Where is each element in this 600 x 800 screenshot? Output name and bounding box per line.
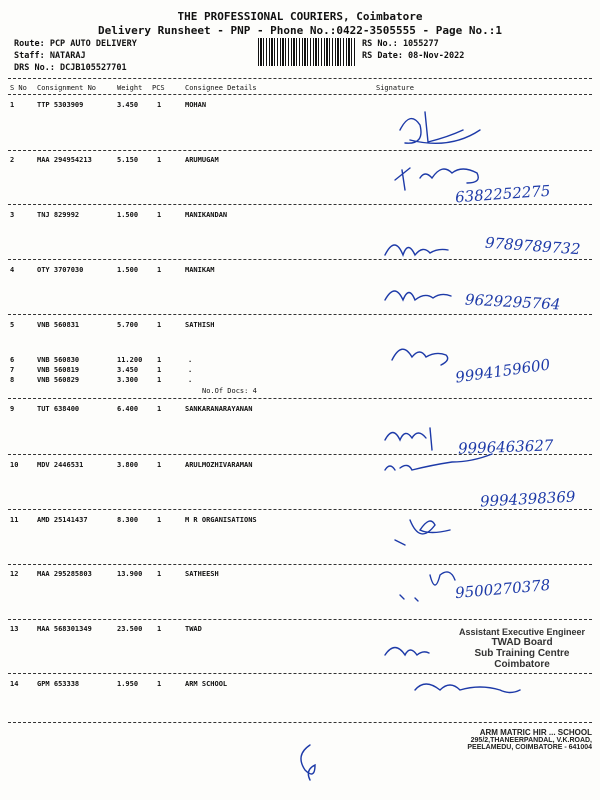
rs-date: RS Date: 08-Nov-2022 [362,51,465,61]
handwritten-phone: 9629295764 [464,290,561,314]
signature-13 [385,648,429,656]
sno: 8 [10,376,15,384]
consignee: MANIKANDAN [185,211,228,219]
sno: 14 [10,680,19,688]
weight: 5.700 [117,321,139,329]
consignment-no: MAA 295285803 [37,570,92,578]
consignee: SATHEESH [185,570,219,578]
consignee: TWAD [185,625,202,633]
consignee: . [188,376,193,384]
pcs: 1 [157,156,162,164]
col-consignment: Consignment No [37,84,97,92]
col-pcs: PCS [152,84,165,92]
company-title: THE PROFESSIONAL COURIERS, Coimbatore [177,10,423,23]
col-signature: Signature [376,84,414,92]
pcs: 1 [157,405,162,413]
pcs: 1 [157,570,162,578]
handwritten-phone: 9994159600 [454,355,552,387]
drs-label: DRS No.: DCJB105527701 [14,63,127,73]
pcs: 1 [157,101,162,109]
handwritten-phone: 9996463627 [457,436,554,458]
pcs: 1 [157,366,162,374]
pcs: 1 [157,680,162,688]
sno: 9 [10,405,15,413]
weight: 3.800 [117,461,139,469]
no-of-docs: No.Of Docs: 4 [202,387,257,395]
school-stamp [430,728,592,751]
weight: 13.900 [117,570,143,578]
consignment-no: VNB 560819 [37,366,80,374]
consignment-no: MAA 568301349 [37,625,92,633]
consignee: ARULMOZHIVARAMAN [185,461,253,469]
consignment-no: GPM 653338 [37,680,80,688]
handwritten-phone: 6382252275 [454,181,551,207]
handwritten-phone: 9789789732 [484,233,581,259]
stamp-line: PEELAMEDU, COIMBATORE - 641004 [467,744,592,751]
consignment-no: OTY 3707030 [37,266,84,274]
weight: 3.450 [117,366,139,374]
pcs: 1 [157,625,162,633]
consignment-no: TUT 638400 [37,405,80,413]
consignee: SATHISH [185,321,215,329]
pcs: 1 [157,356,162,364]
handwritten-phone: 9994398369 [479,487,576,511]
signature-11 [395,520,450,545]
weight: 8.300 [117,516,139,524]
stamp-line: 295/2,THANEERPANDAL, V.K.ROAD, [470,737,592,744]
stamp-line: Sub Training Centre [474,648,570,659]
weight: 1.950 [117,680,139,688]
signature-12 [400,572,455,601]
consignee: ARUMUGAM [185,156,219,164]
pcs: 1 [157,461,162,469]
stamp-line: Assistant Executive Engineer [458,627,586,637]
weight: 3.450 [117,101,139,109]
consignee: . [188,366,193,374]
runsheet-title: Delivery Runsheet - PNP - Phone No.:0422-3505555 - Page No.:1 [98,24,502,37]
sno: 1 [10,101,15,109]
consignee: . [188,356,193,364]
consignee: M R ORGANISATIONS [185,516,257,524]
stamp-line: ARM MATRIC HIR ... SCHOOL [479,728,592,737]
stamp-line: Coimbatore [494,659,550,670]
signature-9 [385,428,432,450]
sno: 12 [10,570,19,578]
weight: 11.200 [117,356,143,364]
sno: 3 [10,211,15,219]
consignment-no: TNJ 829992 [37,211,80,219]
weight: 5.150 [117,156,139,164]
signature-bottom [301,745,315,780]
signature-5 [392,349,448,365]
consignment-no: MDV 2446531 [37,461,84,469]
col-weight: Weight [117,84,143,92]
pcs: 1 [157,266,162,274]
pcs: 1 [157,516,162,524]
consignee: MANIKAM [185,266,215,274]
consignment-no: VNB 560831 [37,321,80,329]
col-sno: S No [10,84,27,92]
pcs: 1 [157,211,162,219]
consignee: ARM SCHOOL [185,680,228,688]
sno: 13 [10,625,19,633]
consignee: MOHAN [185,101,207,109]
rs-number: RS No.: 1055277 [362,39,439,49]
weight: 1.500 [117,266,139,274]
weight: 3.300 [117,376,139,384]
sno: 2 [10,156,15,164]
signature-14 [415,684,520,693]
twad-stamp [452,627,592,670]
consignment-no: TTP 5303909 [37,101,84,109]
col-consignee: Consignee Details [185,84,257,92]
signature-3 [385,245,448,255]
stamp-line: TWAD Board [491,637,553,648]
sno: 5 [10,321,15,329]
weight: 1.500 [117,211,139,219]
sno: 6 [10,356,15,364]
route-label: Route: PCP AUTO DELIVERY [14,39,137,49]
pcs: 1 [157,376,162,384]
consignee: SANKARANARAYANAN [185,405,253,413]
signature-4 [385,291,451,300]
sno: 4 [10,266,15,274]
weight: 6.400 [117,405,139,413]
sno: 7 [10,366,15,374]
consignment-no: MAA 294954213 [37,156,92,164]
pcs: 1 [157,321,162,329]
consignment-no: VNB 560829 [37,376,80,384]
sno: 11 [10,516,19,524]
staff-label: Staff: NATARAJ [14,51,86,61]
signature-1 [400,112,480,143]
consignment-no: VNB 560830 [37,356,80,364]
sno: 10 [10,461,19,469]
consignment-no: AMD 25141437 [37,516,88,524]
weight: 23.500 [117,625,143,633]
handwritten-phone: 9500270378 [454,575,552,603]
